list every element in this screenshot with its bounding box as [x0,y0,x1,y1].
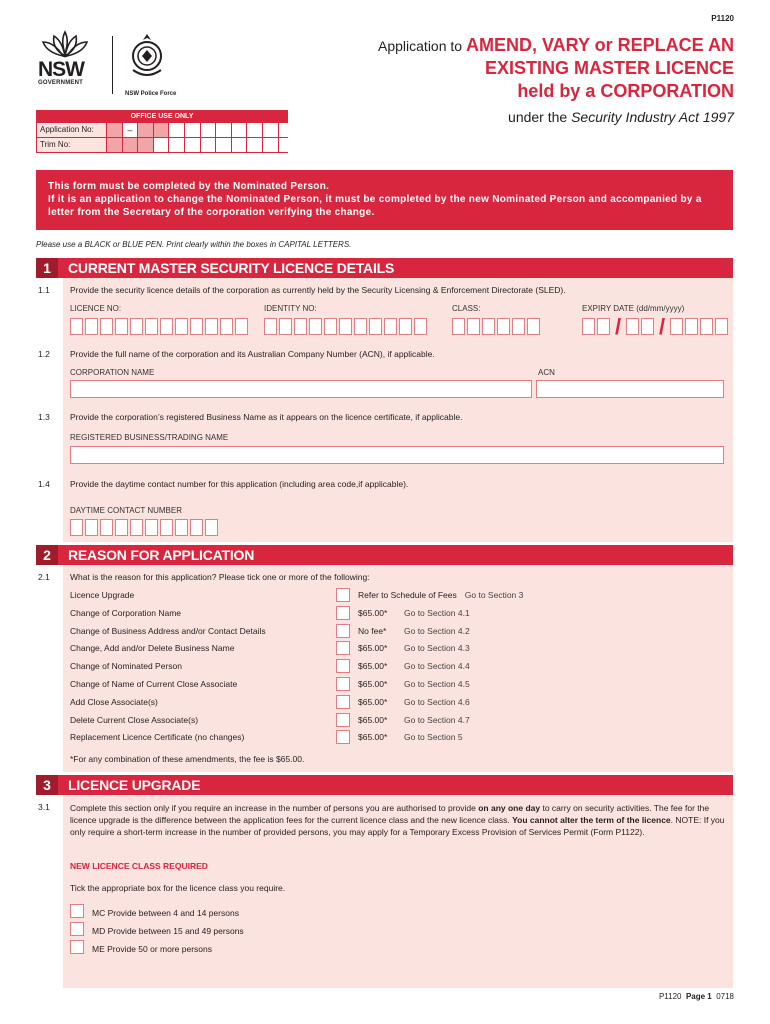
char-box[interactable] [205,519,218,536]
reason-goto: Go to Section 3 [464,590,524,600]
char-box[interactable] [414,318,427,335]
licence-class-checkbox[interactable] [70,904,84,918]
footer-code: P1120 [658,992,682,1001]
q3-1-text-e: . NOTE: If you only require a short-term increase in the number of provided persons, you may apply for a Temporary Excess Provision of Services Permit (Form P1122). [70,815,725,837]
reason-fee: $65.00* [358,696,388,707]
class-label: CLASS: [452,304,481,313]
char-box[interactable] [641,318,654,335]
licence-no-boxes[interactable] [70,318,248,335]
reason-row [70,604,720,622]
char-box[interactable] [685,318,698,335]
reason-label: Change of Corporation Name [70,607,182,618]
char-box[interactable] [175,519,188,536]
reason-goto: Go to Section 4.3 [404,643,470,654]
reason-checkbox[interactable] [336,695,350,709]
licence-class-label: ME Provide 50 or more persons [92,944,212,954]
reason-row [70,657,720,675]
nsw-government-logo [38,30,98,86]
char-box[interactable] [175,318,188,335]
nsw-police-logo [125,32,189,97]
section-3-header [36,775,733,795]
q3-1-text-a: Complete this section only if you require an increase in the number of persons you are authorised to provide [70,803,479,813]
trim-no-label: Trim No: [37,138,107,152]
title-line-2: EXISTING MASTER LICENCE [484,58,734,78]
reason-checkbox[interactable] [336,641,350,655]
reason-fee: $65.00* [358,679,388,689]
q1-4-number: 1.4 [38,479,50,489]
corporation-name-field[interactable] [70,380,532,398]
office-cell [185,123,201,137]
identity-no-label: IDENTITY NO: [264,304,317,313]
reason-fee: $65.00* [358,661,388,672]
char-box[interactable] [100,318,113,335]
office-cell [185,138,201,152]
office-cell [107,138,123,152]
reason-fee: Refer to Schedule of Fees [358,590,457,600]
office-cell [201,123,217,137]
completion-notice [36,170,733,230]
char-box[interactable] [452,318,465,335]
reason-goto: Go to Section 4.5 [404,679,470,689]
reason-checkbox[interactable] [336,624,350,638]
q1-1-text: Provide the security licence details of the corporation as currently held by the Security Licensing & Enforcement Directorate (SLED). [70,285,566,295]
section-2-header [36,545,733,565]
char-box[interactable] [715,318,728,335]
q3-1-text-c: to carry on security activities. The fee for the licence upgrade is the difference between the application fees for the current licence class and the new licence class. [70,803,710,825]
licence-class-label: MD Provide between 15 and 49 persons [92,926,244,936]
char-box[interactable] [235,318,248,335]
reason-goto: Go to Section 4.7 [404,714,470,725]
nsw-wordmark: NSW [38,58,84,81]
q1-3-number: 1.3 [38,412,50,422]
office-cell [216,123,232,137]
q1-2-number: 1.2 [38,349,50,359]
acn-field[interactable] [536,380,724,398]
reason-row [70,728,720,746]
q1-2-text: Provide the full name of the corporation and its Australian Company Number (ACN), if applicable. [70,349,435,359]
char-box[interactable] [130,318,143,335]
act-name: Security Industry Act 1997 [571,109,734,125]
section-1-number: 1 [36,258,58,278]
reason-fee: No fee* [358,625,387,636]
corporation-name-label: CORPORATION NAME [70,368,155,377]
office-cell [247,123,263,137]
section-1-header [36,258,733,278]
char-box[interactable] [264,318,277,335]
char-box[interactable] [85,519,98,536]
char-box[interactable] [369,318,382,335]
daytime-contact-boxes[interactable] [70,519,218,536]
char-box[interactable] [670,318,683,335]
char-box[interactable] [700,318,713,335]
char-box[interactable] [205,318,218,335]
char-box[interactable] [294,318,307,335]
office-cell [232,138,248,152]
daytime-contact-label: DAYTIME CONTACT NUMBER [70,506,183,515]
reason-checkbox[interactable] [336,659,350,673]
reason-goto: Go to Section 4.6 [404,696,470,707]
form-code: P1120 [711,14,734,23]
char-box[interactable] [497,318,510,335]
title-lead: Application to [378,38,466,54]
office-cell-dash: – [123,123,139,137]
title-under [378,109,734,125]
trim-no-row [36,138,288,153]
section-1-title: CURRENT MASTER SECURITY LICENCE DETAILS [68,260,395,276]
title-line-3: held by a CORPORATION [517,81,734,101]
office-cell [169,123,185,137]
notice-line-1: This form must be completed by the Nominated Person. [48,181,330,192]
reason-checkbox[interactable] [336,606,350,620]
date-slash: / [614,314,622,339]
reason-label: Change, Add and/or Delete Business Name [70,643,235,654]
char-box[interactable] [70,519,83,536]
office-cell [154,138,170,152]
reason-checkbox[interactable] [336,730,350,744]
reason-goto: Go to Section 4.2 [404,625,470,636]
office-cell [247,138,263,152]
char-box[interactable] [582,318,595,335]
office-cell [138,138,154,152]
section-2-title: REASON FOR APPLICATION [68,547,255,563]
q1-4-text: Provide the daytime contact number for this application (including area code,if applicable). [70,479,409,489]
reason-label: Add Close Associate(s) [70,696,158,707]
q2-1-number: 2.1 [38,572,50,582]
section-2-number: 2 [36,545,58,565]
reason-checkbox[interactable] [336,588,350,602]
reason-label: Change of Name of Current Close Associate [70,679,238,689]
office-cell [263,138,279,152]
reason-goto: Go to Section 4.1 [404,607,470,618]
new-licence-class-heading: NEW LICENCE CLASS REQUIRED [70,861,208,871]
reason-fee: $65.00* [358,732,388,743]
reason-goto: Go to Section 5 [404,732,463,743]
char-box[interactable] [467,318,480,335]
licence-class-label: MC Provide between 4 and 14 persons [92,908,239,918]
registered-name-field[interactable] [70,446,724,464]
expiry-date-boxes[interactable] [582,314,728,339]
char-box[interactable] [309,318,322,335]
char-box[interactable] [160,318,173,335]
char-box[interactable] [354,318,367,335]
office-cell [138,123,154,137]
reason-row [70,586,720,604]
reason-checkbox[interactable] [336,677,350,691]
page-footer [659,992,734,1001]
char-box[interactable] [220,318,233,335]
q3-1-text-d: You cannot alter the term of the licence [512,815,671,825]
government-label: GOVERNMENT [38,80,84,86]
title-line-1: AMEND, VARY or REPLACE AN [465,35,734,55]
identity-no-boxes[interactable] [264,318,427,335]
pen-instruction: Please use a BLACK or BLUE PEN. Print clearly within the boxes in CAPITAL LETTERS. [36,240,352,249]
reason-label: Licence Upgrade [70,590,135,600]
licence-no-label: LICENCE NO: [70,304,122,313]
section-3-title: LICENCE UPGRADE [68,777,201,793]
reason-goto: Go to Section 4.4 [404,661,470,672]
char-box[interactable] [190,519,203,536]
char-box[interactable] [482,318,495,335]
reason-label: Change of Nominated Person [70,661,182,672]
char-box[interactable] [115,318,128,335]
reason-row [70,622,720,640]
office-cell [263,123,279,137]
char-box[interactable] [145,519,158,536]
office-cell [232,123,248,137]
office-use-heading: OFFICE USE ONLY [36,110,288,123]
q1-3-text: Provide the corporation’s registered Business Name as it appears on the licence certificate, if applicable. [70,412,463,422]
office-cell [107,123,123,137]
char-box[interactable] [339,318,352,335]
reason-row [70,639,720,657]
char-box[interactable] [384,318,397,335]
reason-row [70,693,720,711]
char-box[interactable] [597,318,610,335]
char-box[interactable] [190,318,203,335]
q3-1-text [70,802,726,838]
date-slash: / [658,314,666,339]
reason-fee: $65.00* [358,714,388,725]
form-title [378,34,734,125]
under-prefix: under the [508,109,572,125]
char-box[interactable] [324,318,337,335]
application-no-label: Application No: [37,123,107,137]
office-use-box [36,110,288,153]
licence-class-checkbox[interactable] [70,940,84,954]
notice-line-2: If it is an application to change the Nominated Person, it must be completed by the new Nominated Person and accompanied by a letter from the Secretary of the corporation verifying the change. [48,194,702,218]
reason-label: Change of Business Address and/or Contact Details [70,625,266,636]
registered-name-label: REGISTERED BUSINESS/TRADING NAME [70,433,229,442]
class-boxes[interactable] [452,318,540,335]
q1-1-number: 1.1 [38,285,50,295]
char-box[interactable] [279,318,292,335]
char-box[interactable] [626,318,639,335]
licence-class-checkbox[interactable] [70,922,84,936]
char-box[interactable] [70,318,83,335]
reason-checkbox[interactable] [336,713,350,727]
section-3-number: 3 [36,775,58,795]
char-box[interactable] [130,519,143,536]
expiry-label: EXPIRY DATE (dd/mm/yyyy) [582,304,685,313]
reason-label: Delete Current Close Associate(s) [70,714,199,725]
q2-1-text: What is the reason for this application? Please tick one or more of the following: [70,572,370,582]
application-no-row [36,123,288,138]
char-box[interactable] [115,519,128,536]
footer-page: Page 1 [685,992,712,1001]
reason-row [70,711,720,729]
char-box[interactable] [527,318,540,335]
reason-label: Replacement Licence Certificate (no changes) [70,732,245,743]
police-label: NSW Police Force [125,91,177,97]
police-crest-icon [125,32,169,82]
office-cell [216,138,232,152]
office-cell [169,138,185,152]
logo-divider [112,36,113,94]
char-box[interactable] [145,318,158,335]
footer-version: 0718 [716,992,734,1001]
char-box[interactable] [85,318,98,335]
q3-1-number: 3.1 [38,802,50,812]
reason-fee: $65.00* [358,607,388,618]
char-box[interactable] [512,318,525,335]
reason-row [70,675,720,693]
reason-fee: $65.00* [358,643,388,654]
char-box[interactable] [399,318,412,335]
office-cell [154,123,170,137]
tick-instruction: Tick the appropriate box for the licence class you require. [70,883,286,893]
office-cell [123,138,139,152]
char-box[interactable] [100,519,113,536]
waratah-icon [38,30,92,58]
char-box[interactable] [160,519,173,536]
fee-footnote: *For any combination of these amendments, the fee is $65.00. [70,754,305,764]
q3-1-text-b: on any one day [478,803,541,813]
office-cell [201,138,217,152]
acn-label: ACN [538,368,555,377]
